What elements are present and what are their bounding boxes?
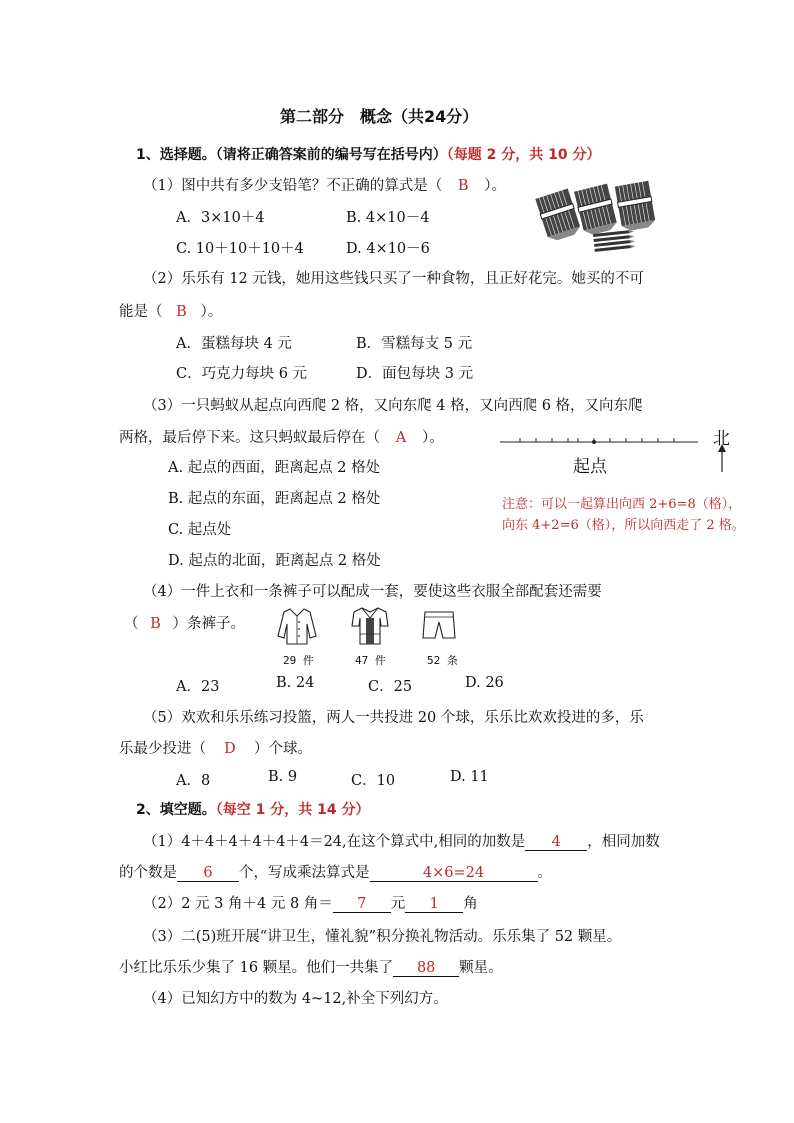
q4-option-a: A．23: [176, 679, 220, 695]
q5-option-c: C．10: [351, 773, 396, 789]
q3-option-d: D. 起点的北面，距离起点 2 格处: [168, 553, 381, 569]
section2-title: 2、填空题。: [136, 802, 216, 818]
loose-pencils-icon: [593, 230, 636, 252]
fill-q2-blank1: 7: [333, 897, 391, 913]
q3-option-c: C. 起点处: [168, 522, 232, 538]
origin-point: [592, 440, 596, 444]
q1-option-c: C. 10＋10＋10＋4: [176, 241, 304, 257]
fill-q1-line1: （1）4＋4＋4＋4＋4＋4＝24,在这个算式中,相同的加数是 4 ，相同加数: [143, 834, 660, 850]
blouse-caption: 47 件: [355, 654, 386, 667]
pencil-bundle-icon: [615, 181, 656, 232]
q2-option-a: A．蛋糕每块 4 元: [176, 336, 292, 352]
shirt-icon: [276, 606, 318, 646]
q2-answer: B: [176, 304, 187, 320]
q4-line2: （ B ）条裤子。: [124, 616, 245, 632]
q4-option-c: C．25: [368, 679, 413, 695]
q5-option-a: A．8: [176, 773, 211, 789]
fill-q2-blank2: 1: [405, 897, 463, 913]
fill-q3-line1: （3）二(5)班开展“讲卫生，懂礼貌”积分换礼物活动。乐乐集了 52 颗星。: [143, 929, 622, 945]
shorts-icon: [421, 608, 457, 644]
q1-option-a: A．3×10＋4: [176, 210, 265, 226]
tick-marks: [520, 438, 674, 442]
q5-answer: D: [224, 741, 236, 757]
q5-line1: （5）欢欢和乐乐练习投篮，两人一共投进 20 个球，乐乐比欢欢投进的多，乐: [143, 710, 644, 726]
q5-line2: 乐最少投进（ D ）个球。: [119, 741, 312, 757]
number-line-diagram: [498, 424, 738, 476]
q5-option-d: D. 11: [450, 769, 489, 785]
fill-q2-line: （2）2 元 3 角＋4 元 8 角＝ 7 元 1 角: [143, 896, 478, 912]
q1-stem: （1）图中共有多少支铅笔？不正确的算式是（ B ）。: [143, 178, 506, 194]
section2-points: （每空 1 分，共 14 分）: [215, 802, 370, 818]
shirt-caption: 29 件: [283, 654, 314, 667]
fill-q3-blank: 88: [393, 961, 459, 977]
fill-q3-line2: 小红比乐乐少集了 16 颗星。他们一共集了 88 颗星。: [119, 960, 503, 976]
q1-option-b: B. 4×10－4: [346, 210, 430, 226]
page-title: 第二部分 概念（共24分）: [280, 107, 479, 126]
q3-line1: （3）一只蚂蚁从起点向西爬 2 格，又向东爬 4 格，又向西爬 6 格，又向东爬: [143, 398, 643, 414]
fill-q1-blank2: 6: [177, 866, 239, 882]
q4-option-b: B. 24: [276, 675, 315, 691]
q3-note-line2: 向东 4+2=6（格），所以向西走了 2 格。: [502, 518, 745, 533]
q1-answer: B: [457, 178, 469, 194]
q5-option-b: B. 9: [268, 769, 298, 785]
section1-points: （每题 2 分，共 10 分）: [446, 147, 601, 163]
q3-option-b: B. 起点的东面，距离起点 2 格处: [168, 491, 381, 507]
q3-answer: A: [395, 430, 407, 446]
shorts-caption: 52 条: [427, 654, 458, 667]
q3-option-a: A. 起点的西面，距离起点 2 格处: [168, 460, 381, 476]
fill-q1-line2: 的个数是 6 个，写成乘法算式是 4×6=24 。: [119, 865, 552, 881]
section1-heading: [136, 144, 600, 164]
fill-q4-text: （4）已知幻方中的数为 4~12,补全下列幻方。: [143, 991, 448, 1007]
origin-label: 起点: [573, 457, 607, 477]
q2-option-b: B．雪糕每支 5 元: [356, 336, 473, 352]
blouse-icon: [349, 604, 391, 646]
q2-line2: 能是（ B ）。: [119, 304, 223, 320]
q3-note-line1: 注意：可以一起算出向西 2+6=8（格），: [502, 497, 742, 512]
q4-option-d: D. 26: [465, 675, 504, 691]
q2-line1: （2）乐乐有 12 元钱，她用这些钱只买了一种食物，且正好花完。她买的不可: [143, 271, 644, 287]
fill-q1-blank3: 4×6=24: [370, 866, 538, 882]
pencil-bundle-icon: [535, 189, 582, 243]
q3-line2: 两格，最后停下来。这只蚂蚁最后停在（ A ）。: [119, 430, 444, 446]
pencil-bundles-image: [535, 178, 660, 258]
q1-option-d: D. 4×10－6: [346, 241, 430, 257]
section1-title: 1、选择题。（请将正确答案前的编号写在括号内）: [136, 147, 447, 163]
q2-option-d: D．面包每块 3 元: [356, 366, 474, 382]
fill-q1-blank1: 4: [525, 835, 587, 851]
section2-heading: [136, 799, 369, 819]
pencil-bundle-icon: [574, 184, 618, 237]
north-label: 北: [713, 429, 730, 449]
q2-option-c: C．巧克力每块 6 元: [176, 366, 308, 382]
q4-answer: B: [150, 616, 161, 632]
q4-line1: （4）一件上衣和一条裤子可以配成一套，要使这些衣服全部配套还需要: [143, 584, 602, 600]
